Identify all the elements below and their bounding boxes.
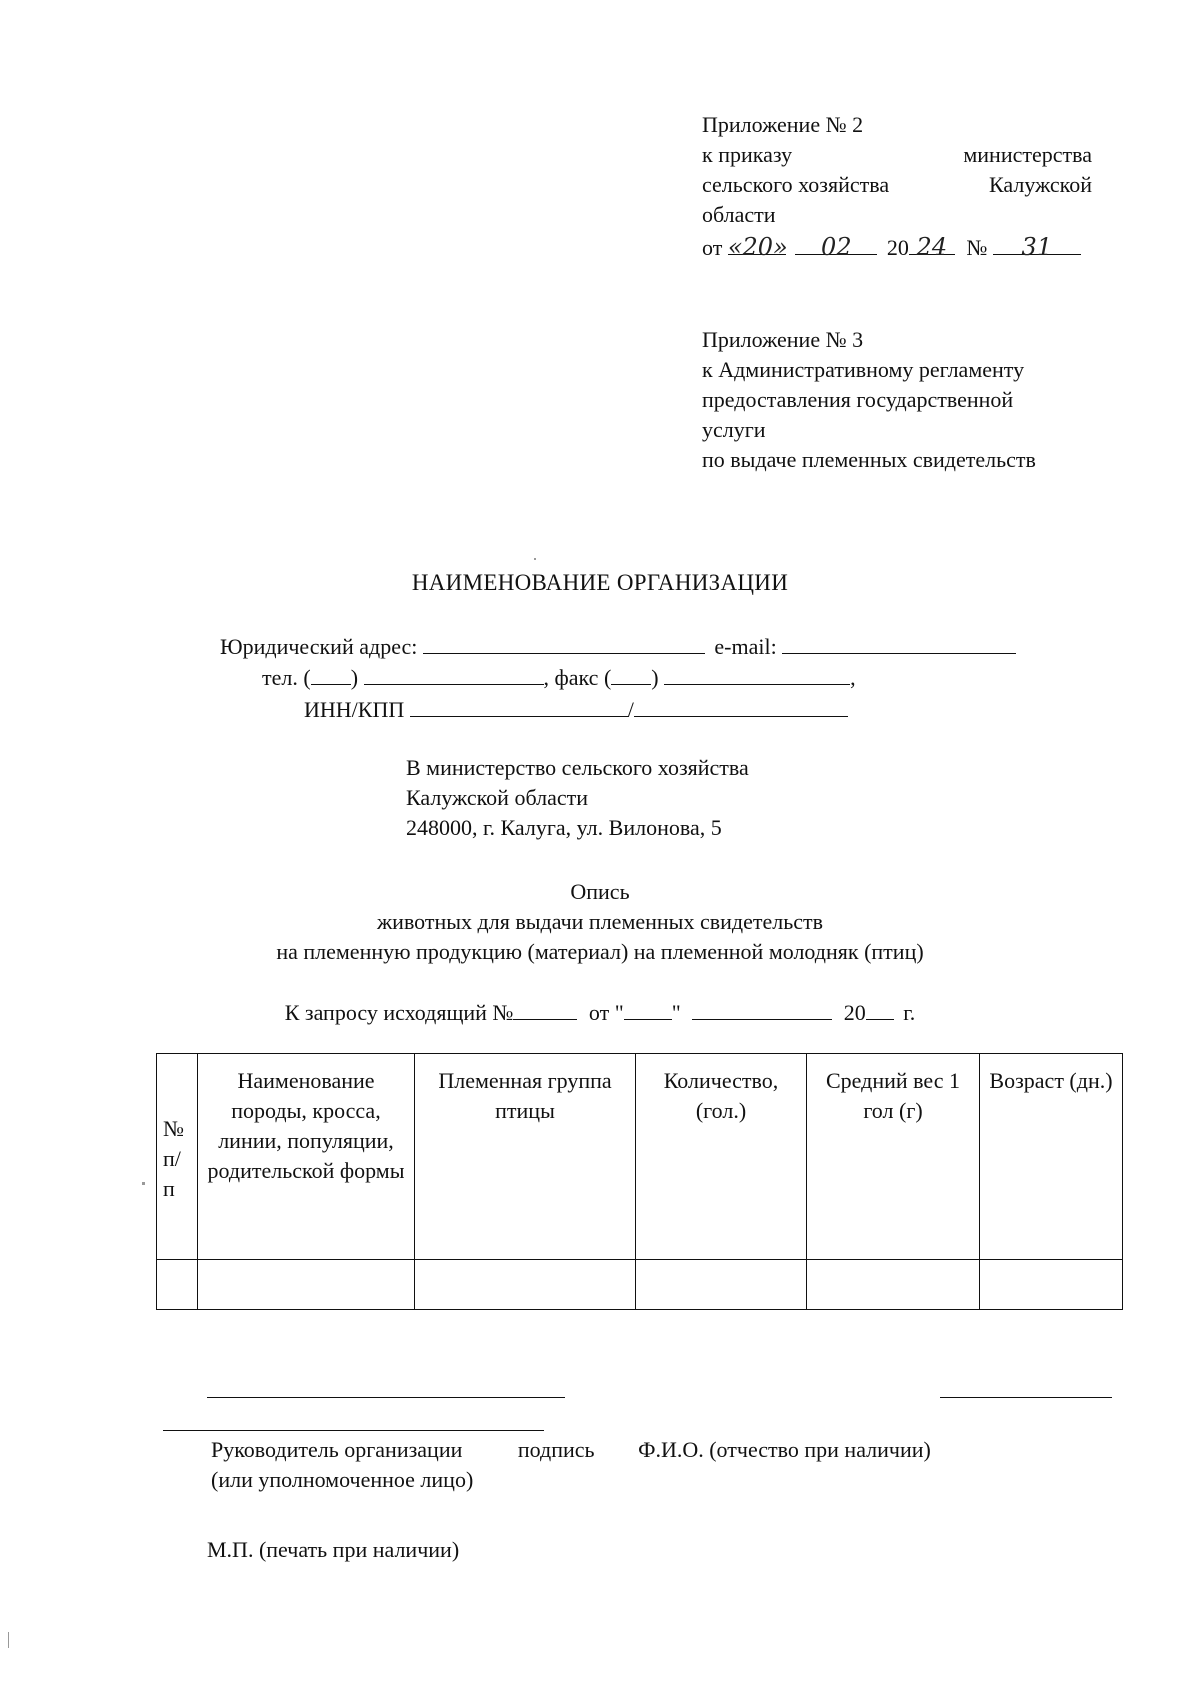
inn-kpp-label: ИНН/КПП xyxy=(304,697,405,722)
appendix-3-line: Приложение № 3 xyxy=(702,327,864,352)
email-label: e-mail: xyxy=(714,634,777,659)
legal-address-field[interactable] xyxy=(423,631,705,654)
handwritten-number: 31 xyxy=(993,232,1081,255)
handwritten-year: 24 xyxy=(909,232,955,255)
header-age: Возраст (дн.) xyxy=(980,1054,1123,1260)
appendix-3-line: предоставления государственной xyxy=(702,387,1014,412)
signature-line-position[interactable] xyxy=(207,1397,565,1398)
fax-close: ) xyxy=(651,665,659,690)
request-quote: " xyxy=(671,1000,681,1025)
header-breed-group: Племенная группа птицы xyxy=(415,1054,636,1260)
scan-speck xyxy=(8,1632,9,1648)
table-row xyxy=(157,1260,1123,1310)
inventory-title-line: Опись xyxy=(570,879,630,904)
inn-field[interactable] xyxy=(410,694,628,717)
table-cell[interactable] xyxy=(980,1260,1123,1310)
appendix-2-order-line xyxy=(702,140,1092,170)
appendix-3-line: по выдаче племенных свидетельств xyxy=(702,447,1036,472)
appendix-2-region-line: области xyxy=(702,202,776,227)
handwritten-month: 02 xyxy=(795,232,877,255)
date-prefix: от xyxy=(702,235,723,260)
header-number: № п/ п xyxy=(157,1054,198,1260)
inn-kpp-slash: / xyxy=(627,697,634,722)
request-month-field[interactable] xyxy=(692,997,832,1020)
sign-label: подпись xyxy=(517,1437,595,1462)
table-cell[interactable] xyxy=(415,1260,636,1310)
signature-line-name[interactable] xyxy=(940,1397,1112,1398)
appendix-2-ministry-right: Калужской xyxy=(989,172,1092,197)
phone-close: ) xyxy=(350,665,359,690)
position-sub-label: (или уполномоченное лицо) xyxy=(211,1467,474,1492)
table-cell[interactable] xyxy=(636,1260,807,1310)
organization-title: НАИМЕНОВАНИЕ ОРГАНИЗАЦИИ xyxy=(411,570,789,595)
appendix-2-title: Приложение № 2 xyxy=(702,112,864,137)
trailing-comma: , xyxy=(850,665,856,690)
request-year-suffix: г. xyxy=(903,1000,916,1025)
fax-code-field[interactable] xyxy=(611,662,651,685)
date-year-prefix: 20 xyxy=(886,235,909,260)
signature-line-lower[interactable] xyxy=(163,1430,544,1431)
table-cell[interactable] xyxy=(807,1260,980,1310)
recipient-line: В министерство сельского хозяйства xyxy=(406,755,749,780)
appendix-2-header xyxy=(702,110,1092,263)
handwritten-day: «20» xyxy=(727,233,788,261)
legal-address-line xyxy=(220,631,1016,662)
inventory-title xyxy=(0,877,1200,967)
appendix-3-line: к Административному регламенту xyxy=(702,357,1025,382)
appendix-3-header xyxy=(702,325,1122,475)
inventory-title-line: животных для выдачи племенных свидетельств xyxy=(376,909,824,934)
recipient-block xyxy=(406,753,749,843)
fax-number-field[interactable] xyxy=(664,662,850,685)
position-label: Руководитель организации xyxy=(211,1437,463,1462)
request-year-field[interactable] xyxy=(866,997,894,1020)
appendix-2-ministry-left: сельского хозяйства xyxy=(702,172,890,197)
recipient-line: Калужской области xyxy=(406,785,588,810)
animal-inventory-table-wrap xyxy=(156,1053,1123,1310)
header-average-weight: Средний вес 1 гол (г) xyxy=(807,1054,980,1260)
phone-number-field[interactable] xyxy=(364,662,544,685)
phone-code-field[interactable] xyxy=(311,662,351,685)
kpp-field[interactable] xyxy=(634,694,848,717)
number-prefix: № xyxy=(966,235,988,260)
appendix-2-date-line xyxy=(702,232,1092,263)
signature-labels-row xyxy=(211,1435,931,1465)
appendix-2-order-left: к приказу xyxy=(702,142,793,167)
table-header-row xyxy=(157,1054,1123,1260)
inn-kpp-line xyxy=(304,694,848,725)
request-day-field[interactable] xyxy=(624,997,672,1020)
scan-speck xyxy=(534,558,536,560)
header-quantity: Количество, (гол.) xyxy=(636,1054,807,1260)
request-from: от " xyxy=(588,1000,624,1025)
request-year-prefix: 20 xyxy=(843,1000,866,1025)
appendix-2-order-right: министерства xyxy=(963,142,1092,167)
inventory-title-line: на племенную продукцию (материал) на племенной молодняк (птиц) xyxy=(276,939,924,964)
request-reference-line xyxy=(0,997,1200,1028)
appendix-2-ministry-line xyxy=(702,170,1092,200)
signature-labels xyxy=(211,1435,931,1495)
phone-label: тел. ( xyxy=(262,665,311,690)
legal-address-label: Юридический адрес: xyxy=(220,634,418,659)
request-number-field[interactable] xyxy=(513,997,577,1020)
stamp-label: М.П. (печать при наличии) xyxy=(207,1537,460,1562)
header-breed: Наименование породы, кросса, линии, популяции, родительской формы xyxy=(198,1054,415,1260)
fax-label: , факс ( xyxy=(543,665,612,690)
name-label: Ф.И.О. (отчество при наличии) xyxy=(638,1437,931,1462)
scan-speck xyxy=(142,1182,145,1185)
email-field[interactable] xyxy=(782,631,1016,654)
request-label: К запросу исходящий № xyxy=(284,1000,514,1025)
appendix-3-line: услуги xyxy=(702,417,766,442)
table-cell[interactable] xyxy=(198,1260,415,1310)
phone-fax-line xyxy=(262,662,856,693)
recipient-line: 248000, г. Калуга, ул. Вилонова, 5 xyxy=(406,815,722,840)
table-cell[interactable] xyxy=(157,1260,198,1310)
animal-inventory-table xyxy=(156,1053,1123,1310)
